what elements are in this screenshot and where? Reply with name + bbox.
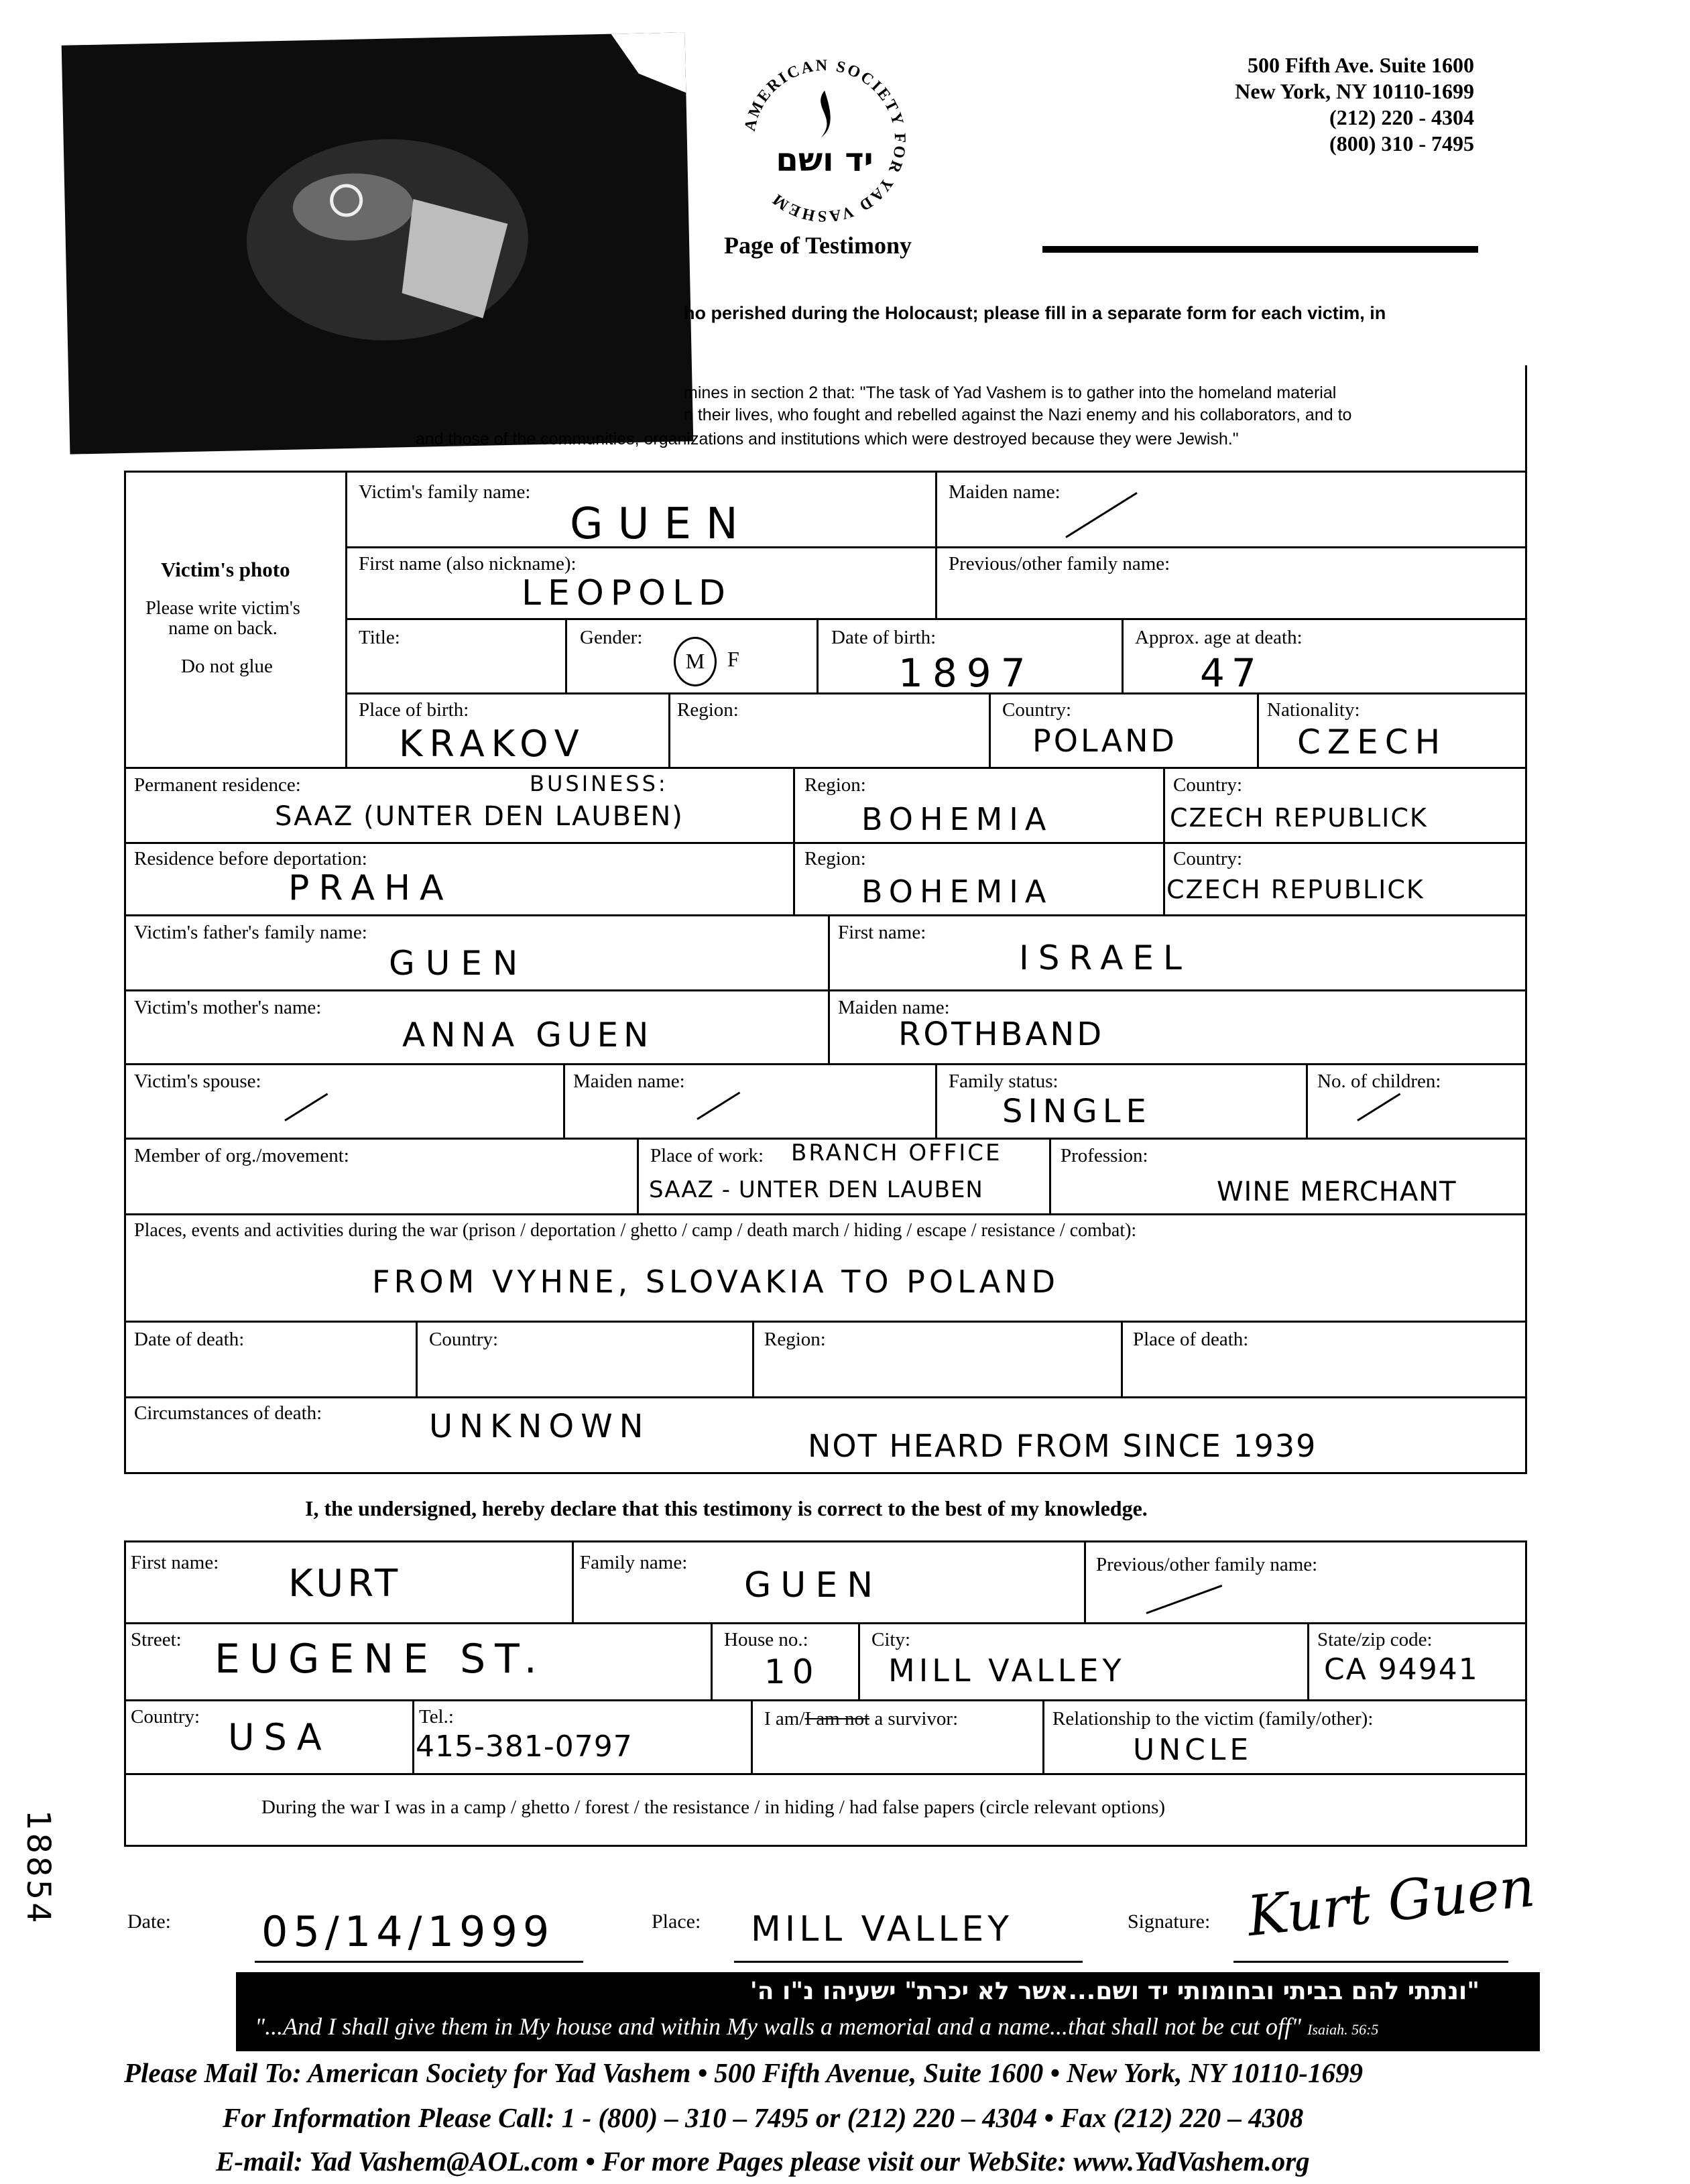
title-label: Title: — [359, 627, 400, 648]
place-of-work-line1[interactable]: BRANCH OFFICE — [791, 1140, 1002, 1166]
gender-label: Gender: — [580, 627, 643, 648]
isaiah-banner — [236, 1972, 1540, 2051]
war-places[interactable]: FROM VYHNE, SLOVAKIA TO POLAND — [372, 1264, 1060, 1300]
age-at-death[interactable]: 47 — [1200, 650, 1263, 696]
residence-country[interactable]: CZECH REPUBLICK — [1166, 875, 1425, 904]
dob-label: Date of birth: — [831, 627, 937, 648]
signature[interactable]: Kurt Guen — [1244, 1855, 1538, 1949]
date-of-birth[interactable]: 1897 — [898, 650, 1035, 696]
survivor-label: I am/I am not a survivor: — [764, 1708, 959, 1730]
submitter-country[interactable]: USA — [228, 1716, 331, 1758]
place-label: Place: — [652, 1910, 701, 1933]
street[interactable]: EUGENE ST. — [215, 1636, 546, 1683]
profession-label: Profession: — [1061, 1145, 1148, 1166]
previous-family-name-label: Previous/other family name: — [949, 553, 1170, 574]
gender-m-circled[interactable]: M — [674, 637, 717, 686]
war-places-label: Places, events and activities during the war (prison / deportation / ghetto / camp / death march / hiding / escape / resistance / combat): — [134, 1220, 1137, 1241]
mother-maiden-name-label: Maiden name: — [838, 997, 950, 1018]
footer-phone: For Information Please Call: 1 - (800) – 310 – 7495 or (212) 220 – 4304 • Fax (212) 220 – 4308 — [223, 2102, 1304, 2133]
title-rule — [1042, 246, 1478, 253]
gender-f[interactable]: F — [727, 647, 739, 671]
place-of-work-label: Place of work: — [650, 1145, 764, 1166]
number-of-children-label: No. of children: — [1317, 1071, 1441, 1092]
age-at-death-label: Approx. age at death: — [1135, 627, 1303, 648]
photo-note: Please write victim's name on back. — [145, 598, 300, 639]
victim-family-name-label: Victim's family name: — [359, 481, 531, 503]
permanent-region[interactable]: BOHEMIA — [861, 801, 1053, 837]
victim-photo — [62, 32, 694, 454]
victim-family-name[interactable]: GUEN — [570, 499, 753, 549]
residence-before-deportation-label: Residence before deportation: — [134, 848, 367, 869]
submitter-prev-name-label: Previous/other family name: — [1096, 1554, 1318, 1575]
city-label: City: — [871, 1629, 911, 1650]
photo-content — [62, 32, 694, 454]
birth-country-label: Country: — [1002, 699, 1072, 721]
banner-english: "...And I shall give them in My house and within My walls a memorial and a name...that shall not be cut off" Isaiah. 56:5 — [255, 2013, 1379, 2040]
signature-underline — [1233, 1961, 1508, 1963]
permanent-country[interactable]: CZECH REPUBLICK — [1170, 803, 1428, 833]
submitter-family-name-label: Family name: — [580, 1552, 688, 1573]
submitter-first-name-label: First name: — [131, 1552, 219, 1573]
state-zip-label: State/zip code: — [1317, 1629, 1433, 1650]
city[interactable]: MILL VALLEY — [888, 1652, 1126, 1689]
date-underline — [255, 1961, 583, 1963]
first-name[interactable]: LEOPOLD — [522, 573, 733, 613]
father-family-name[interactable]: GUEN — [389, 944, 529, 983]
death-region-label: Region: — [764, 1329, 826, 1350]
footer-mail: Please Mail To: American Society for Yad Vashem • 500 Fifth Avenue, Suite 1600 • New York, NY 10110-1699 — [124, 2057, 1363, 2088]
photo-label: Victim's photo — [161, 558, 290, 581]
mother-maiden-name[interactable]: ROTHBAND — [898, 1016, 1105, 1053]
circumstances-2[interactable]: NOT HEARD FROM SINCE 1939 — [808, 1428, 1317, 1464]
photo-glue-note: Do not glue — [181, 656, 273, 677]
victim-form — [124, 471, 1527, 1474]
intro-border-right — [1525, 365, 1527, 473]
residence-country-label: Country: — [1173, 848, 1243, 869]
permanent-residence-note[interactable]: BUSINESS: — [530, 771, 668, 796]
organization-label: Member of org./movement: — [134, 1145, 349, 1166]
mother-name[interactable]: ANNA GUEN — [402, 1016, 654, 1054]
yad-vashem-logo — [737, 54, 912, 228]
circumstances-label: Circumstances of death: — [134, 1402, 322, 1424]
declaration: I, the undersigned, hereby declare that this testimony is correct to the best of my knowledge. — [305, 1496, 1148, 1520]
logo-hebrew: יד ושם — [776, 141, 873, 179]
maiden-name-label: Maiden name: — [949, 481, 1061, 503]
submitter-family-name[interactable]: GUEN — [744, 1565, 883, 1605]
residence-before-deportation[interactable]: PRAHA — [288, 868, 453, 908]
signature-label: Signature: — [1128, 1910, 1211, 1933]
date-of-death-label: Date of death: — [134, 1329, 245, 1350]
family-status-label: Family status: — [949, 1071, 1059, 1092]
nationality-label: Nationality: — [1267, 699, 1360, 721]
house-number[interactable]: 10 — [764, 1652, 821, 1691]
father-first-name[interactable]: ISRAEL — [1019, 938, 1191, 977]
relationship[interactable]: UNCLE — [1133, 1733, 1253, 1767]
spouse-maiden-name-label: Maiden name: — [573, 1071, 685, 1092]
house-number-label: House no.: — [724, 1629, 808, 1650]
place-of-work-line2[interactable]: SAAZ - UNTER DEN LAUBEN — [649, 1176, 983, 1203]
place-underline — [734, 1961, 1083, 1963]
permanent-country-label: Country: — [1173, 774, 1243, 796]
archive-number: 18854 — [19, 1810, 57, 1926]
place-of-birth[interactable]: KRAKOV — [399, 723, 586, 765]
tel-label: Tel.: — [419, 1706, 454, 1727]
org-address: 500 Fifth Ave. Suite 1600 New York, NY 10110-1699 (212) 220 - 4304 (800) 310 - 7495 — [1235, 53, 1474, 156]
signing-place[interactable]: MILL VALLEY — [751, 1909, 1014, 1949]
father-first-name-label: First name: — [838, 922, 926, 943]
tel[interactable]: 415-381-0797 — [416, 1730, 633, 1764]
nationality[interactable]: CZECH — [1297, 723, 1447, 762]
place-of-birth-label: Place of birth: — [359, 699, 469, 721]
birth-country[interactable]: POLAND — [1032, 723, 1177, 759]
permanent-residence[interactable]: SAAZ (UNTER DEN LAUBEN) — [275, 801, 684, 832]
residence-region-label: Region: — [804, 848, 866, 869]
submitter-country-label: Country: — [131, 1706, 200, 1727]
spouse-label: Victim's spouse: — [134, 1071, 261, 1092]
wartime-status-options[interactable]: During the war I was in a camp / ghetto / forest / the resistance / in hiding / had false papers (circle relevant options) — [261, 1797, 1166, 1818]
footer-web: E-mail: Yad Vashem@AOL.com • For more Pages please visit our WebSite: www.YadVashem.org — [216, 2146, 1310, 2177]
street-label: Street: — [131, 1629, 182, 1650]
father-family-name-label: Victim's father's family name: — [134, 922, 367, 943]
profession[interactable]: WINE MERCHANT — [1217, 1176, 1457, 1207]
place-of-death-label: Place of death: — [1133, 1329, 1249, 1350]
state-zip[interactable]: CA 94941 — [1324, 1652, 1479, 1687]
date-label: Date: — [127, 1910, 171, 1933]
family-status[interactable]: SINGLE — [1002, 1093, 1152, 1130]
permanent-residence-label: Permanent residence: — [134, 774, 301, 796]
relationship-label: Relationship to the victim (family/other): — [1052, 1708, 1374, 1730]
banner-hebrew: "ונתתי להם בביתי ובחומותי יד ושם...אשר לא יכרת" ישעיהו נ"ו ה' — [749, 1978, 1480, 2005]
signing-date[interactable]: 05/14/1999 — [261, 1907, 555, 1956]
page-title: Page of Testimony — [724, 232, 912, 259]
svg-text:AMERICAN SOCIETY FOR YAD VASHE: AMERICAN SOCIETY FOR YAD VASHEM — [741, 56, 909, 225]
death-country-label: Country: — [429, 1329, 499, 1350]
first-name-label: First name (also nickname): — [359, 553, 577, 574]
circumstances-1[interactable]: UNKNOWN — [429, 1408, 650, 1445]
mother-name-label: Victim's mother's name: — [134, 997, 322, 1018]
permanent-region-label: Region: — [804, 774, 866, 796]
residence-region[interactable]: BOHEMIA — [861, 873, 1053, 910]
submitter-first-name[interactable]: KURT — [288, 1562, 402, 1605]
birth-region-label: Region: — [677, 699, 739, 721]
